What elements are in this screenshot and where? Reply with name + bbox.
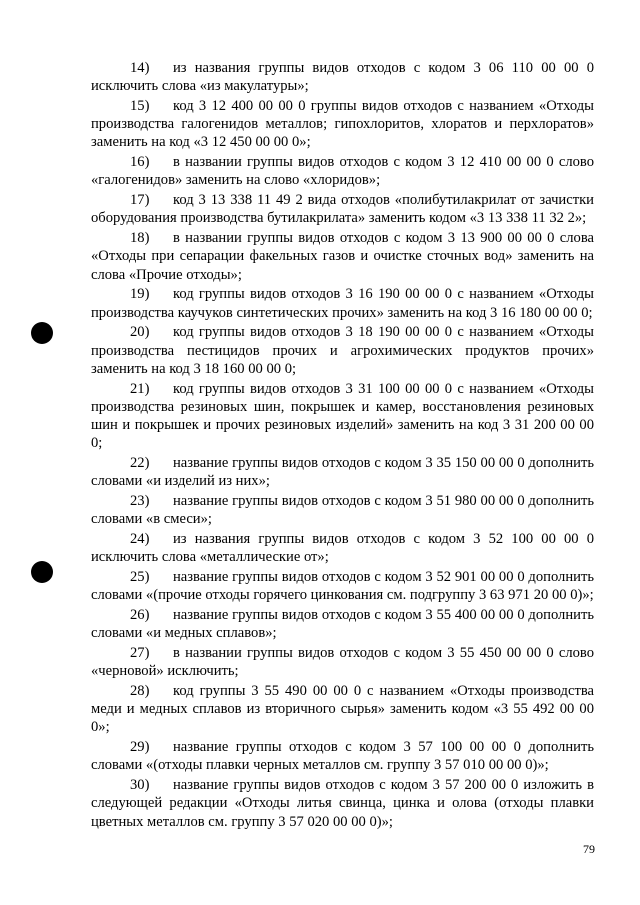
item-text: код группы видов отходов 3 16 190 00 00 0 с названием «Отходы производства каучуков синтетических прочих» заменить на код 3 16 180 00 00 0; xyxy=(91,286,594,321)
item-text: название группы видов отходов с кодом 3 57 200 00 0 изложить в следующей редакции «Отходы литья свинца, цинка и олова (отходы плавки цветных металлов см. группу 3 57 020 00 00 0)»; xyxy=(91,777,594,830)
list-item xyxy=(91,191,594,227)
list-item xyxy=(91,285,594,321)
list-item xyxy=(91,323,594,378)
item-text: название группы отходов с кодом 3 57 100 00 00 0 дополнить словами «(отходы плавки черных металлов см. группу 3 57 010 00 00 0)»; xyxy=(91,739,594,774)
item-number: 22) xyxy=(130,455,150,472)
item-text: название группы видов отходов с кодом 3 35 150 00 00 0 дополнить словами «и изделий из них»; xyxy=(91,455,594,490)
item-text: код группы 3 55 490 00 00 0 с названием «Отходы производства меди и медных сплавов из вторичного сырья» заменить кодом «3 55 492 00 00 0»; xyxy=(91,683,594,736)
list-item xyxy=(91,454,594,490)
item-text: код группы видов отходов 3 18 190 00 00 0 с названием «Отходы производства пестицидов прочих и агрохимических продуктов прочих» заменить на код 3 18 160 00 00 0; xyxy=(91,324,594,377)
item-text: в названии группы видов отходов с кодом 3 55 450 00 00 0 слово «черновой» исключить; xyxy=(91,645,594,680)
list-item xyxy=(91,776,594,831)
item-text: код группы видов отходов 3 31 100 00 00 0 с названием «Отходы производства резиновых шин, покрышек и камер, восстановления резиновых шин и покрышек и прочих резиновых изделий» заменить на код 3 31 200 00 00 0; xyxy=(91,380,594,452)
item-number: 28) xyxy=(130,683,150,700)
item-number: 25) xyxy=(130,569,150,586)
item-number: 18) xyxy=(130,230,150,247)
item-number: 21) xyxy=(130,380,150,397)
list-item xyxy=(91,568,594,604)
item-number: 16) xyxy=(130,154,150,171)
item-number: 29) xyxy=(130,739,150,756)
item-text: из названия группы видов отходов с кодом 3 52 100 00 00 0 исключить слова «металлические от»; xyxy=(91,531,594,566)
item-number: 23) xyxy=(130,493,150,510)
item-text: код 3 12 400 00 00 0 группы видов отходов с названием «Отходы производства галогенидов металлов; гипохлоритов, хлоратов и перхлоратов» заменить на код «3 12 450 00 00 0»; xyxy=(91,98,594,151)
list-item xyxy=(91,530,594,566)
item-text: в названии группы видов отходов с кодом 3 12 410 00 00 0 слово «галогенидов» заменить на слово «хлоридов»; xyxy=(91,154,594,189)
list-item xyxy=(91,153,594,189)
item-number: 14) xyxy=(130,60,150,76)
item-number: 30) xyxy=(130,777,150,794)
item-number: 20) xyxy=(130,324,150,341)
item-number: 15) xyxy=(130,98,150,114)
item-text: из названия группы видов отходов с кодом 3 06 110 00 00 0 исключить слова «из макулатуры»; xyxy=(91,60,594,95)
list-item xyxy=(91,682,594,737)
list-item xyxy=(91,229,594,284)
item-text: название группы видов отходов с кодом 3 51 980 00 00 0 дополнить словами «в смеси»; xyxy=(91,493,594,528)
item-text: код 3 13 338 11 49 2 вида отходов «полибутилакрилат от зачистки оборудования производства бутилакрилата» заменить кодом «3 13 338 11 32 2»; xyxy=(91,192,594,227)
list-item xyxy=(91,97,594,152)
list-item xyxy=(91,738,594,774)
item-text: название группы видов отходов с кодом 3 55 400 00 00 0 дополнить словами «и медных сплавов»; xyxy=(91,607,594,642)
item-text: название группы видов отходов с кодом 3 52 901 00 00 0 дополнить словами «(прочие отходы горячего цинкования см. подгруппу 3 63 971 20 00 0)»; xyxy=(91,569,594,604)
item-number: 19) xyxy=(130,286,150,303)
list-item xyxy=(91,492,594,528)
document-body xyxy=(91,59,594,832)
item-number: 24) xyxy=(130,531,150,548)
punch-hole-mark xyxy=(31,322,53,344)
list-item xyxy=(91,606,594,642)
item-number: 27) xyxy=(130,645,150,662)
item-number: 26) xyxy=(130,607,150,624)
list-item xyxy=(91,380,594,453)
list-item xyxy=(91,644,594,680)
page-number: 79 xyxy=(583,842,595,856)
list-item xyxy=(91,59,594,95)
punch-hole-mark xyxy=(31,561,53,583)
item-text: в названии группы видов отходов с кодом 3 13 900 00 00 0 слова «Отходы при сепарации факельных газов и очистке сточных вод» заменить на слова «Прочие отходы»; xyxy=(91,230,594,283)
item-number: 17) xyxy=(130,192,150,209)
